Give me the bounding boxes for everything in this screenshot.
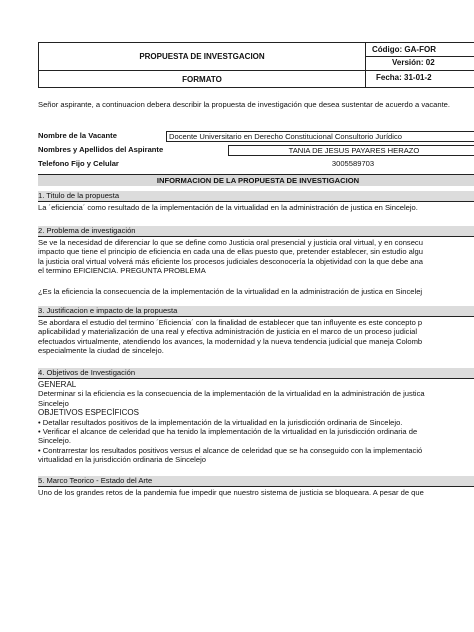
section-line: Se abordara el estudio del termino ´Eficiencia´ con la finalidad de establecer que tan influyente es este concepto p bbox=[38, 318, 423, 327]
section-line: Sincelejo. bbox=[38, 436, 71, 446]
vacante-label: Nombre de la Vacante bbox=[38, 131, 117, 140]
section-heading: 2. Problema de investigación bbox=[38, 226, 474, 237]
section-heading: 1. Titulo de la propuesta bbox=[38, 191, 474, 202]
section-line: • Contrarrestar los resultados positivos versus el alcance de celeridad que se ha conseguido con la implementació bbox=[38, 445, 423, 455]
section-heading: 4. Objetivos de Investigación bbox=[38, 368, 474, 379]
section-line: OBJETIVOS ESPECÍFICOS bbox=[38, 408, 139, 418]
section-line: GENERAL bbox=[38, 380, 77, 389]
section-line: efectuados virtualmente, atendiendo los avances, la modernidad y la nueva tendencia judicial que maneja Colomb bbox=[38, 336, 423, 346]
section-body bbox=[38, 238, 474, 296]
document-version: Versión: 02 bbox=[392, 58, 435, 67]
aspirante-label: Nombres y Apellidos del Aspirante bbox=[38, 145, 164, 154]
vacante-value[interactable]: Docente Universitario en Derecho Constitucional Consultorio Jurídico bbox=[166, 131, 474, 142]
section-body bbox=[38, 380, 474, 465]
section-line: ¿Es la eficiencia la consecuencia de la implementación de la virtualidad en la administración de justica en Sincelej bbox=[38, 286, 423, 296]
document-title: PROPUESTA DE INVESTGACION bbox=[39, 43, 365, 71]
document-date: Fecha: 31-01-2 bbox=[376, 73, 432, 82]
section-line: Uno de los grandes retos de la pandemia fue impedir que nuestro sistema de justicia se bloqueara. A pesar de que bbox=[38, 488, 424, 497]
section-heading: 5. Marco Teorico - Estado del Arte bbox=[38, 476, 474, 487]
telefono-value[interactable]: 3005589703 bbox=[331, 159, 375, 168]
section-line: especialmente la ciudad de sincelejo. bbox=[38, 346, 164, 356]
section-body bbox=[38, 488, 474, 497]
header-table bbox=[38, 42, 474, 88]
section-line: • Verificar el alcance de celeridad que ha tenido la implementación de la virtualidad en la jurisdicción ordinaria de bbox=[38, 427, 418, 437]
document-code: Código: GA-FOR bbox=[372, 45, 436, 54]
meta-divider bbox=[366, 70, 474, 71]
section-title: INFORMACION DE LA PROPUESTA DE INVESTIGACION bbox=[38, 174, 474, 186]
section-line: La ´eficiencia´ como resultado de la implementación de la virtualidad en la administración de justica en Sincelejo. bbox=[38, 203, 418, 212]
section-line: impacto que tiene el principio de eficiencia en cada una de ellas puesto que, pretender establecer, sin estudio algu bbox=[38, 247, 424, 257]
section-body bbox=[38, 318, 474, 356]
intro-text: Señor aspirante, a continuacion debera describir la propuesta de investigación que desea sustentar de acuerdo a vacante. bbox=[38, 100, 451, 109]
meta-divider bbox=[366, 56, 474, 57]
section-line: el termino EFICIENCIA. PREGUNTA PROBLEMA bbox=[38, 266, 206, 276]
section-line bbox=[38, 276, 474, 287]
header-meta-cell bbox=[366, 43, 474, 87]
section-line: Sincelejo bbox=[38, 398, 69, 408]
section-heading: 3. Justificacion e impacto de la propuesta bbox=[38, 306, 474, 317]
aspirante-value[interactable]: TANIA DE JESUS PAYARES HERAZO bbox=[228, 145, 474, 156]
document-subtitle: FORMATO bbox=[182, 74, 222, 84]
telefono-label: Telefono Fijo y Celular bbox=[38, 159, 119, 168]
section-line: Se ve la necesidad de diferenciar lo que se define como Justicia oral presencial y justicia oral virtual, y en consecu bbox=[38, 238, 423, 247]
section-line: la justicia oral virtual volverá más eficiente los procesos judiciales desconocería la objetividad con la que debe ana bbox=[38, 256, 423, 266]
header-title-cell bbox=[39, 43, 366, 87]
section-line: • Detallar resultados positivos de la implementación de la virtualidad en la jurisdicción ordinaria de Sincelejo. bbox=[38, 417, 403, 427]
section-line: aplicabilidad y materialización de una real y efectiva administración de justicia en el marco de un proceso judicial bbox=[38, 327, 418, 337]
section-line: Determinar si la eficiencia es la consecuencia de la implementación de la virtualidad en la administración de justica bbox=[38, 389, 425, 399]
section-body bbox=[38, 203, 474, 212]
section-line: virtualidad en la jurisdicción ordinaria de Sincelejo bbox=[38, 455, 207, 465]
